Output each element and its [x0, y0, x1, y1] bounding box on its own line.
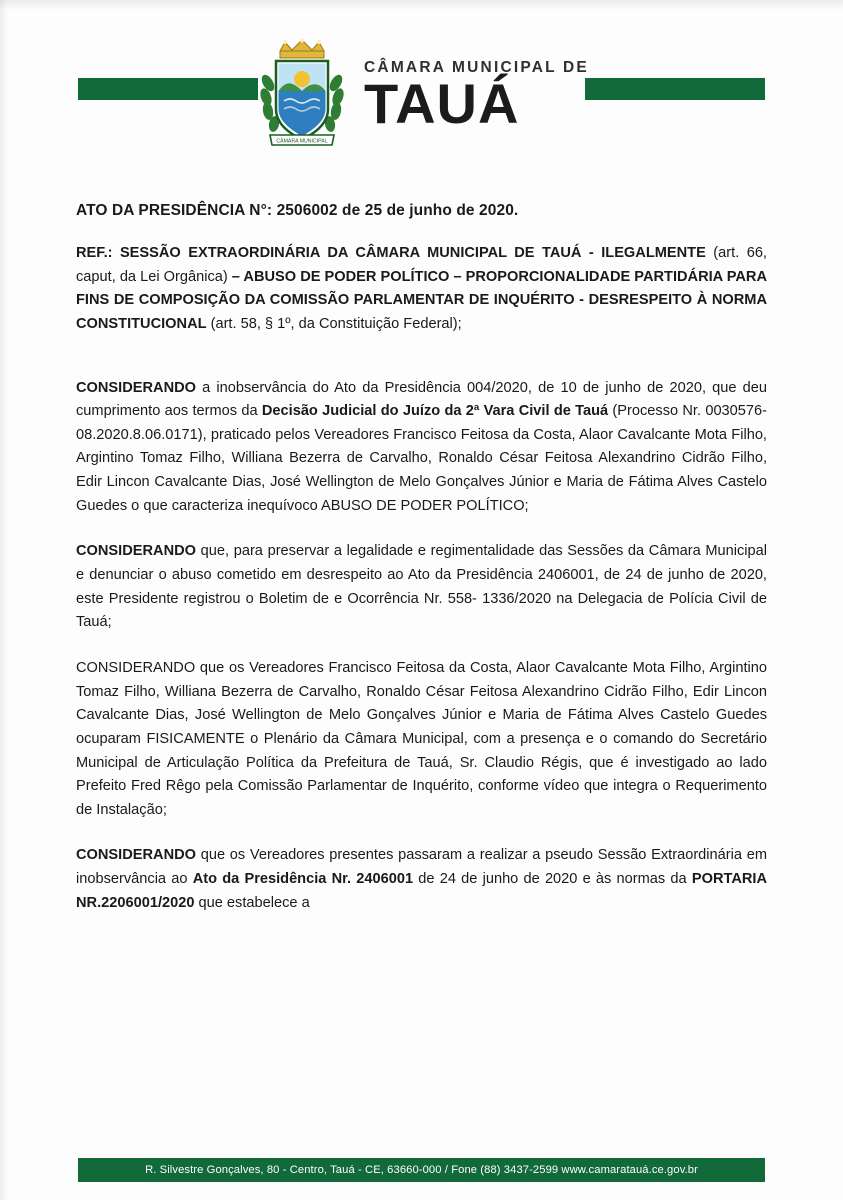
paragraph-text-4a: que os Vereadores presentes passaram a realizar a pseudo Sessão Extraordinária em inobservância ao: [76, 847, 767, 888]
footer-bar: [78, 1158, 765, 1182]
paragraph-bold-4a: Ato da Presidência Nr. 2406001: [192, 871, 414, 888]
header-bar-left: [78, 78, 258, 100]
document-title-number: 2506002: [276, 202, 338, 219]
considerando-paragraph-3: [76, 657, 767, 822]
ref-normal-1: (art. 66, caput, da Lei Orgânica): [76, 245, 767, 285]
paragraph-bold-4b: PORTARIA NR.2206001/2020: [76, 871, 767, 911]
paragraph-lead-2: CONSIDERANDO: [76, 543, 196, 560]
document-title: [76, 202, 767, 220]
paragraph-lead-3: CONSIDERANDO: [76, 659, 196, 676]
ref-bold-1: SESSÃO EXTRAORDINÁRIA DA CÂMARA MUNICIPAL DE TAUÁ - ILEGALMENTE: [119, 245, 706, 261]
document-title-label: ATO DA PRESIDÊNCIA N°:: [76, 202, 273, 219]
paragraph-text-3a: que os Vereadores Francisco Feitosa da Costa, Alaor Cavalcante Mota Filho, Argintino Tomaz Filho, Williana Bezerra de Carvalho, Ronaldo César Feitosa Alexandrino Cidrão Filho, Edir Lincon Cavalcante Dias, José Wellington de Melo Gonçalves Júnior e Maria de Fátima Alves Castelo Guedes ocuparam FISICAMENTE o Plenário da Câmara Municipal, com a presença e o comando do Secretário Municipal de Articulação Política da Prefeitura de Tauá, Sr. Claudio Régis, que é investigado ao lado Prefeito Fred Rêgo pela Comissão Parlamentar de Inquérito, conforme vídeo que integra o Requerimento de Instalação;: [76, 659, 767, 818]
coat-of-arms-icon: [254, 39, 350, 151]
paragraph-bold-1: Decisão Judicial do Juízo da 2ª Vara Civil de Tauá: [261, 403, 609, 420]
ref-label: REF.:: [76, 245, 113, 261]
page-edge-shadow-left: [0, 0, 8, 1200]
document-title-rest: de 25 de junho de 2020.: [342, 202, 519, 219]
paragraph-text-1a: a inobservância do Ato da Presidência 004/2020, de 10 de junho de 2020, que deu cumprimento aos termos da: [76, 379, 767, 420]
paragraph-lead-1: CONSIDERANDO: [76, 379, 196, 396]
considerando-paragraph-2: [76, 540, 767, 635]
considerando-paragraph-4: [76, 844, 767, 915]
paragraph-text-4c: que estabelece a: [194, 894, 310, 911]
brand-text: [364, 58, 589, 136]
paragraph-lead-4: CONSIDERANDO: [76, 847, 196, 864]
paragraph-text-4b: de 24 de junho de 2020 e às normas da: [413, 871, 692, 888]
paragraph-text-2a: que, para preservar a legalidade e regimentalidade das Sessões da Câmara Municipal e denunciar o abuso cometido em desrespeito ao Ato da Presidência 2406001, de 24 de junho de 2020, este Presidente registrou o Boletim de e Ocorrência Nr. 558- 1336/2020 na Delegacia de Polícia Civil de Tauá;: [76, 543, 767, 631]
considerando-paragraph-1: [76, 377, 767, 519]
brand-lockup: [254, 39, 589, 151]
footer-address: R. Silvestre Gonçalves, 80 - Centro, Tauá - CE, 63660-000 / Fone (88) 3437-2599 www.camaratauá.ce.gov.br: [145, 1164, 698, 1176]
brand-subtitle: CÂMARA MUNICIPAL DE: [364, 58, 589, 76]
ref-bold-2: – ABUSO DE PODER POLÍTICO – PROPORCIONALIDADE PARTIDÁRIA PARA FINS DE COMPOSIÇÃO DA COMISSÃO PARLAMENTAR DE INQUÉRITO - DESRESPEITO À NORMA CONSTITUCIONAL: [76, 268, 767, 332]
ref-normal-2: (art. 58, § 1º, da Constituição Federal);: [210, 315, 462, 332]
brand-title: TAUÁ: [364, 72, 520, 136]
document-body: [0, 160, 843, 915]
header-bar-right: [585, 78, 765, 100]
document-footer: [0, 1148, 843, 1200]
paragraph-text-1b: (Processo Nr. 0030576-08.2020.8.06.0171), praticado pelos Vereadores Francisco Feitosa da Costa, Alaor Cavalcante Mota Filho, Argintino Tomaz Filho, Williana Bezerra de Carvalho, Ronaldo César Feitosa Alexandrino Cidrão Filho, Edir Lincon Cavalcante Dias, José Wellington de Melo Gonçalves Júnior e Maria de Fátima Alves Castelo Guedes o que caracteriza inequívoco ABUSO DE PODER POLÍTICO;: [76, 403, 768, 514]
document-header: [0, 0, 843, 160]
document-reference: [76, 242, 767, 337]
svg-text:CÂMARA MUNICIPAL: CÂMARA MUNICIPAL: [276, 138, 328, 145]
